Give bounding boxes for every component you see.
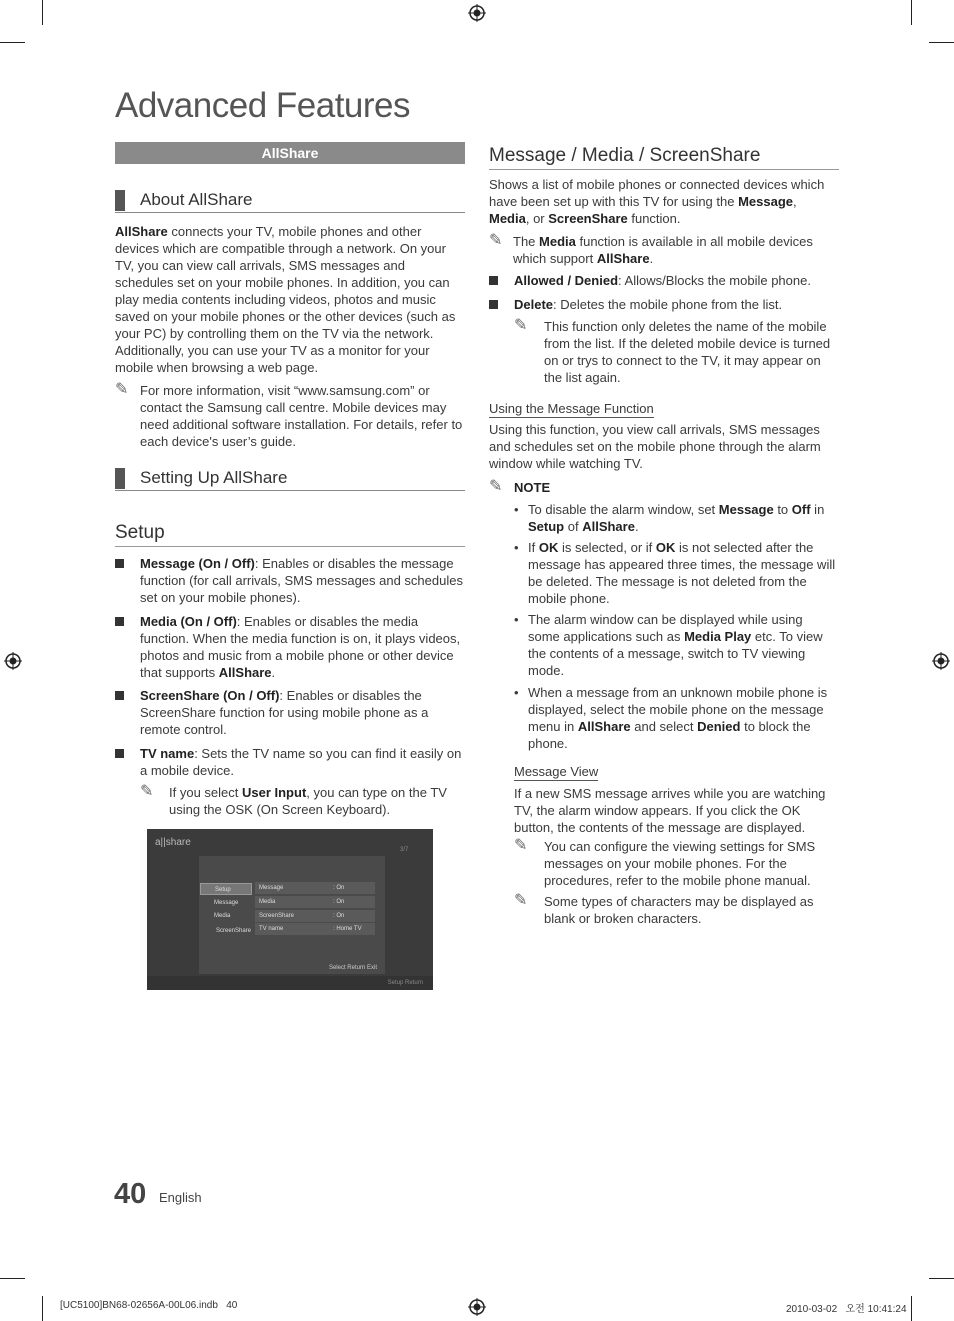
section-bar-allshare: AllShare (115, 142, 465, 164)
subheading-about-allshare (115, 188, 465, 213)
note-pencil-icon: ✎ (489, 232, 503, 249)
b: Message (718, 502, 774, 517)
b: AllShare (582, 519, 635, 534)
note-label: NOTE (514, 480, 551, 495)
note-text: , you can type on the TV using the OSK (On Screen Keyboard). (169, 785, 447, 817)
message-view-note-1 (514, 838, 836, 889)
page-number: 40 (114, 1178, 147, 1210)
b: OK (655, 540, 676, 555)
page-language: English (159, 1190, 202, 1205)
footer-file-info: [UC5100]BN68-02656A-00L06.indb 40 (60, 1300, 238, 1311)
menu-item-setup[interactable]: Setup (200, 883, 252, 895)
registration-mark-icon (468, 1298, 486, 1316)
message-view-body (514, 785, 832, 836)
t: To disable the alarm window, set (528, 502, 719, 517)
crop-mark (911, 1296, 912, 1321)
t: . (634, 519, 639, 534)
footer-date: 2010-03-02 오전 10:41:24 (786, 1304, 907, 1315)
bullet-square-icon (115, 749, 124, 758)
b: AllShare (577, 719, 631, 734)
setting-key: Media (259, 899, 276, 905)
allshare-logo: a||share (155, 837, 191, 848)
setup-heading: Setup (115, 522, 465, 547)
bold-term: Media (489, 211, 526, 226)
body-text: Using this function, you view call arrivals, SMS messages and schedules set on the mobile phone through the alarm window while watching TV. (489, 422, 821, 471)
note-text: For more information, visit “www.samsung.com” or contact the Samsung call centre. Mobile devices may need additional software installation. For details, refer to each device's user’s guide. (140, 383, 463, 449)
bullet-square-icon (115, 691, 124, 700)
bottom-bar-text: Setup Return (387, 980, 423, 986)
note-bullet (514, 539, 839, 611)
body-text: Shows a list of mobile phones or connected devices which have been set up with this TV for using the (489, 177, 825, 209)
body-text: , or (525, 211, 549, 226)
bullet-square-icon (115, 617, 124, 626)
subheading-text: Setting Up AllShare (140, 468, 288, 487)
item-allowed-denied (489, 272, 839, 290)
underlined-heading: Message View (514, 764, 599, 779)
registration-mark-icon (932, 652, 950, 670)
setting-value: : On (333, 885, 345, 891)
t: The alarm window can be displayed while using some applications such as (528, 612, 803, 644)
right-intro (489, 176, 834, 227)
about-note (115, 382, 465, 450)
heading-marker (115, 190, 125, 211)
registration-mark-icon (468, 4, 486, 22)
bullet-square-icon (489, 300, 498, 309)
t: in (810, 502, 825, 517)
item-text: : Enables or disables the message function (for call arrivals, SMS messages and schedules set on your mobile phones). (140, 556, 463, 605)
message-view-note-2 (514, 893, 836, 927)
crop-mark (929, 42, 954, 43)
using-message-body (489, 421, 834, 472)
heading-marker (115, 468, 125, 489)
note-pencil-icon: ✎ (514, 837, 528, 854)
note-text: You can configure the viewing settings for SMS messages on your mobile phones. For the procedures, refer to the mobile phone manual. (544, 839, 816, 888)
t: is selected, or if (558, 540, 656, 555)
bold-term: User Input (241, 785, 307, 800)
b: Media Play (684, 629, 752, 644)
t: of (564, 519, 583, 534)
note-pencil-icon: ✎ (514, 892, 528, 909)
setup-item-screenshare (115, 687, 465, 737)
delete-note (514, 318, 836, 386)
t: When a message from an unknown mobile phone is displayed, select the mobile phone on the message menu in (528, 685, 828, 734)
message-media-screenshare-heading: Message / Media / ScreenShare (489, 145, 839, 170)
note-text: Some types of characters may be displayed as blank or broken characters. (544, 894, 814, 926)
body-text: If a new SMS message arrives while you are watching TV, the alarm window appears. If you click the OK button, the contents of the message are displayed. (514, 786, 826, 835)
bold-term: Delete (514, 297, 554, 312)
note-pencil-icon: ✎ (514, 317, 528, 334)
setup-item-message (115, 555, 465, 605)
note-pencil-icon: ✎ (140, 783, 154, 800)
screen-bottom-bar (147, 976, 433, 990)
bold-term: AllShare (596, 251, 650, 266)
item-text: : Deletes the mobile phone from the list. (553, 297, 783, 312)
setting-row[interactable] (255, 896, 375, 908)
t: to (773, 502, 792, 517)
bullet-dot-icon: • (514, 685, 519, 700)
bold-term: Media (539, 234, 576, 249)
crop-mark (0, 42, 25, 43)
about-body (115, 223, 465, 376)
crop-mark (929, 1278, 954, 1279)
note-text: function is available in all mobile devices which support (513, 234, 813, 266)
setting-row[interactable] (255, 923, 375, 935)
subheading-setting-up-allshare (115, 466, 465, 491)
setting-row[interactable] (255, 882, 375, 894)
crop-mark (0, 1278, 25, 1279)
note-bullet (514, 501, 839, 537)
bold-term: Message (738, 194, 793, 209)
t: is not selected after the message has appeared three times, the message will be deleted. The message is not deleted from the mobile phone. (528, 540, 836, 606)
body-text: connects your TV, mobile phones and other devices which are compatible through a network. On your TV, you can view call arrivals, SMS messages and schedules set on your mobile phones. In addition, you can play media contents including videos, photos and music saved on your mobile phones or the other devices (such as your PC) by controlling them on the TV via the network. Additionally, you can use your TV as a monitor for your mobile when browsing a web page. (115, 224, 456, 375)
message-view-heading (514, 763, 598, 780)
registration-mark-icon (4, 652, 22, 670)
note-pencil-icon: ✎ (115, 381, 129, 398)
bullet-dot-icon: • (514, 502, 519, 517)
t: and select (630, 719, 698, 734)
bold-term: Media (On / Off) (140, 614, 237, 629)
setting-key: Message (259, 885, 284, 891)
bold-term: ScreenShare (548, 211, 628, 226)
tvname-note (140, 784, 465, 818)
item-text: . (271, 665, 276, 680)
media-note (489, 233, 834, 267)
setting-key: ScreenShare (259, 913, 295, 919)
bold-term: ScreenShare (On / Off) (140, 688, 280, 703)
screen-footer-controls (199, 962, 385, 974)
item-text: : Enables or disables the ScreenShare function for using mobile phone as a remote control. (140, 688, 429, 737)
b: Off (791, 502, 811, 517)
b: Denied (697, 719, 741, 734)
item-text: : Allows/Blocks the mobile phone. (618, 273, 811, 288)
note-text: . (649, 251, 654, 266)
menu-item-media[interactable]: Media (214, 913, 231, 919)
bold-term: TV name (140, 746, 195, 761)
item-text: : Enables or disables the media function. When the media function is on, it plays videos, photos and music from a mobile phone or other device that supports (140, 614, 461, 680)
menu-item-screenshare[interactable]: ScreenShare (216, 928, 252, 934)
setup-item-media (115, 613, 465, 683)
note-text: If you select (169, 785, 242, 800)
underlined-heading: Using the Message Function (489, 401, 654, 416)
crop-mark (42, 0, 43, 25)
bold-term: AllShare (115, 224, 168, 239)
page-title: Advanced Features (115, 86, 411, 125)
setting-value: : Home TV (333, 926, 362, 932)
bullet-dot-icon: • (514, 612, 519, 627)
crop-mark (42, 1296, 43, 1321)
note-bullet (514, 611, 839, 681)
t: If (528, 540, 539, 555)
note-label-row (489, 479, 689, 496)
note-text: The (513, 234, 540, 249)
note-text: This function only deletes the name of the mobile from the list. If the deleted mobile device is turned on or trys to connect to the TV, it may appear on the list again. (544, 319, 831, 385)
body-text: , (793, 194, 797, 209)
note-pencil-icon: ✎ (489, 478, 503, 495)
allshare-setup-screenshot (147, 829, 433, 990)
subheading-text: About AllShare (140, 190, 253, 209)
body-text: function. (627, 211, 681, 226)
bullet-square-icon (115, 559, 124, 568)
page-indicator: 3/7 (400, 847, 409, 853)
using-message-heading (489, 400, 654, 417)
bold-term: Message (On / Off) (140, 556, 255, 571)
setting-value: : On (333, 899, 345, 905)
b: OK (538, 540, 559, 555)
item-delete (489, 296, 839, 314)
setting-row[interactable] (255, 910, 375, 922)
setting-key: TV name (259, 926, 284, 932)
bullet-square-icon (489, 276, 498, 285)
menu-item-message[interactable]: Message (214, 900, 239, 906)
bold-term: Allowed / Denied (514, 273, 619, 288)
crop-mark (911, 0, 912, 25)
setting-value: : On (333, 913, 345, 919)
setup-item-tvname (115, 745, 465, 781)
b: Setup (528, 519, 565, 534)
note-bullet (514, 684, 839, 756)
bullet-dot-icon: • (514, 540, 519, 555)
bold-term: AllShare (218, 665, 272, 680)
t: etc. To view the contents of a message, switch to TV viewing mode. (528, 629, 823, 678)
t: to block the phone. (528, 719, 811, 751)
item-text: : Sets the TV name so you can find it easily on a mobile device. (140, 746, 462, 778)
footer-controls-text: Select Return Exit (328, 965, 377, 971)
